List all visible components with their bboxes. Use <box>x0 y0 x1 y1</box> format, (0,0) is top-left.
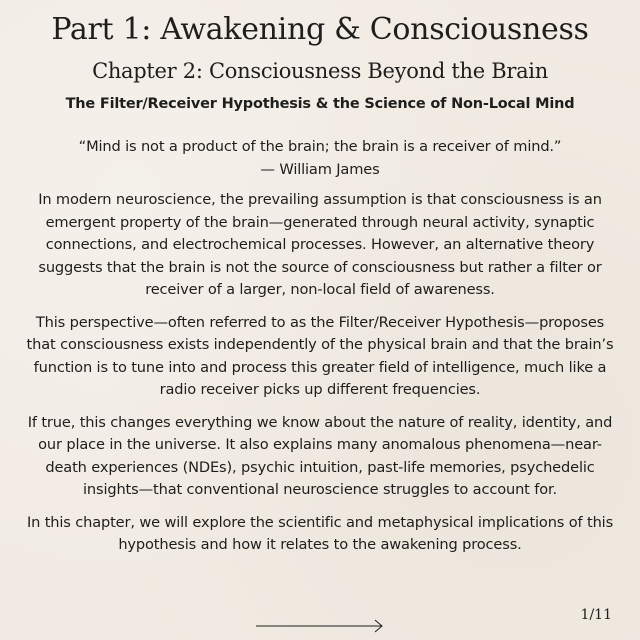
page-number: 1/11 <box>580 607 612 623</box>
body-text <box>20 136 620 567</box>
epigraph-quote <box>20 136 620 181</box>
paragraph: This perspective—often referred to as the Filter/Receiver Hypothesis—proposes that consciousness exists independently of the physical brain and that the brain’s function is to tune into and process this greater field of intelligence, much like a radio receiver picks up different frequencies. <box>26 313 614 398</box>
part-title: Part 1: Awakening & Consciousness <box>51 12 589 47</box>
quote-attribution: — William James <box>260 160 380 178</box>
quote-text: “Mind is not a product of the brain; the brain is a receiver of mind.” <box>78 138 562 155</box>
paragraph: In modern neuroscience, the prevailing assumption is that consciousness is an emergent property of the brain—generated through neural activity, synaptic connections, and electrochemical processes. However, an alternative theory suggests that the brain is not the source of consciousness but rather a filter or receiver of a larger, non-local field of awareness. <box>38 191 602 298</box>
section-subtitle: The Filter/Receiver Hypothesis & the Science of Non-Local Mind <box>65 96 575 112</box>
paragraph: In this chapter, we will explore the scientific and metaphysical implications of this hypothesis and how it relates to the awakening process. <box>26 513 614 553</box>
paragraph: If true, this changes everything we know about the nature of reality, identity, and our place in the universe. It also explains many anomalous phenomena—near-death experiences (NDEs), psychic intuition, past-life memories, psychedelic insights—that conventional neuroscience struggles to account for. <box>27 413 613 498</box>
chapter-title: Chapter 2: Consciousness Beyond the Brain <box>92 59 548 83</box>
arrow-right-icon[interactable] <box>256 618 386 634</box>
